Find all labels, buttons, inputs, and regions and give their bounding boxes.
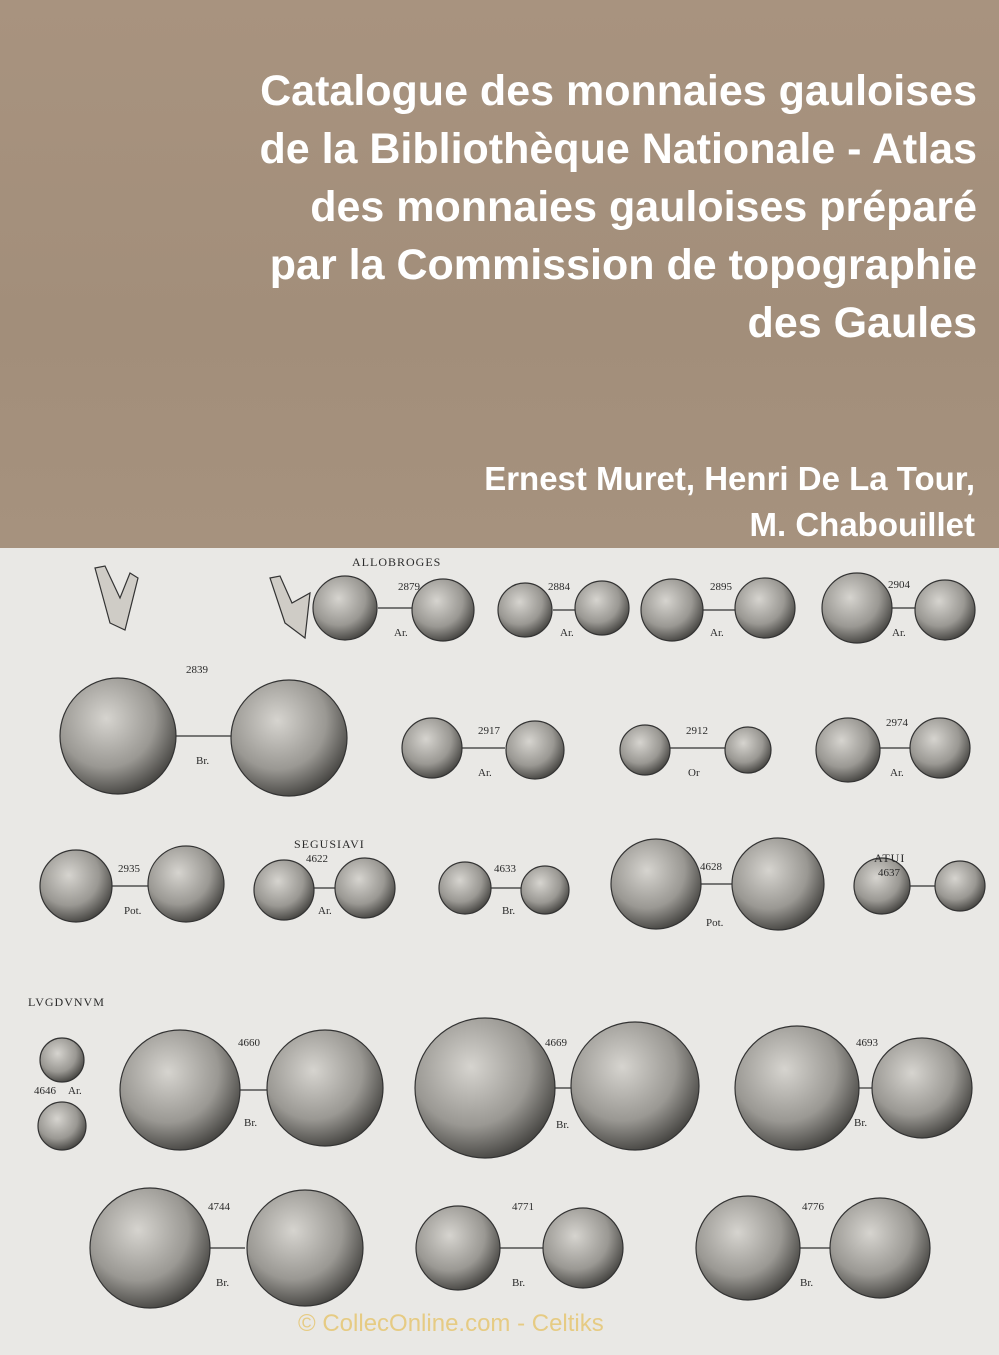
coin-number: 2904 <box>888 579 910 591</box>
coin-4633-obverse <box>439 862 491 914</box>
metal-label: Br. <box>854 1117 868 1129</box>
coin-number: 4776 <box>802 1201 824 1213</box>
coin-number: 4669 <box>545 1037 567 1049</box>
coin-2884-reverse <box>575 581 629 635</box>
coin-number: 4660 <box>238 1037 260 1049</box>
coin-4637-reverse <box>935 861 985 911</box>
book-authors <box>75 456 975 548</box>
metal-label: Ar. <box>892 627 906 639</box>
metal-label: Ar. <box>710 627 724 639</box>
group-name-segusiavi: SEGUSIAVI <box>294 837 365 851</box>
coin-4669-obverse <box>415 1018 555 1158</box>
coin-2917-reverse <box>506 721 564 779</box>
coin-2935-obverse <box>40 850 112 922</box>
coin-2879-reverse <box>412 579 474 641</box>
coin-plate-svg <box>0 548 999 1355</box>
metal-label: Pot. <box>124 905 142 917</box>
coin-number: 2895 <box>710 581 732 593</box>
coin-4693-reverse <box>872 1038 972 1138</box>
coin-number: 4622 <box>306 853 328 865</box>
coin-2912-reverse <box>725 727 771 773</box>
metal-label: Br. <box>196 755 210 767</box>
coin-4771-obverse <box>416 1206 500 1290</box>
coin-2935-reverse <box>148 846 224 922</box>
coin-loop-ornament <box>95 566 138 630</box>
metal-label: Ar. <box>560 627 574 639</box>
title-line-4: par la Commission de topographie <box>269 241 977 289</box>
metal-label: Br. <box>512 1277 526 1289</box>
coin-4646-reverse <box>38 1102 86 1150</box>
coin-2884-obverse <box>498 583 552 637</box>
coin-number: 4633 <box>494 863 516 875</box>
coin-4744-obverse <box>90 1188 210 1308</box>
coin-number: 4771 <box>512 1201 534 1213</box>
title-line-2: de la Bibliothèque Nationale - Atlas <box>259 125 977 173</box>
metal-label: Ar. <box>394 627 408 639</box>
coin-2839-reverse <box>231 680 347 796</box>
metal-label: Pot. <box>706 917 724 929</box>
metal-label: Br. <box>800 1277 814 1289</box>
coin-4628-reverse <box>732 838 824 930</box>
coin-2879-obverse <box>313 576 377 640</box>
coin-4628-obverse <box>611 839 701 929</box>
coin-number: 2884 <box>548 581 570 593</box>
coin-2904-reverse <box>915 580 975 640</box>
coin-number: 4646 <box>34 1085 56 1097</box>
metal-label: Br. <box>216 1277 230 1289</box>
title-line-5: des Gaules <box>747 299 977 347</box>
coin-number: 2974 <box>886 717 908 729</box>
metal-label: Br. <box>502 905 516 917</box>
coin-2917-obverse <box>402 718 462 778</box>
authors-line-1: Ernest Muret, Henri De La Tour, <box>484 460 975 497</box>
metal-label: Or <box>688 767 700 779</box>
coin-4622-reverse <box>335 858 395 918</box>
group-name-allobroges: ALLOBROGES <box>352 555 442 569</box>
coin-number: 2879 <box>398 581 420 593</box>
coin-number: 4628 <box>700 861 722 873</box>
coin-2974-obverse <box>816 718 880 782</box>
coin-number: 4744 <box>208 1201 230 1213</box>
coin-2895-reverse <box>735 578 795 638</box>
coin-4771-reverse <box>543 1208 623 1288</box>
coin-4633-reverse <box>521 866 569 914</box>
coin-number: 2912 <box>686 725 708 737</box>
coin-number: 2935 <box>118 863 140 875</box>
watermark-text: © CollecOnline.com - Celtiks <box>298 1310 604 1337</box>
metal-label: Ar. <box>890 767 904 779</box>
coin-4776-obverse <box>696 1196 800 1300</box>
coin-4646-obverse <box>40 1038 84 1082</box>
metal-label: Ar. <box>478 767 492 779</box>
coin-4669-reverse <box>571 1022 699 1150</box>
coin-4776-reverse <box>830 1198 930 1298</box>
coin-number: 4637 <box>878 867 900 879</box>
coin-plate-illustration <box>0 548 999 1355</box>
metal-label: Ar. <box>68 1085 82 1097</box>
group-name-lugdunum: LVGDVNVM <box>28 995 105 1009</box>
coin-4693-obverse <box>735 1026 859 1150</box>
coin-2904-obverse <box>822 573 892 643</box>
coin-loop-ornament <box>270 576 310 638</box>
book-title <box>77 62 977 352</box>
coin-2974-reverse <box>910 718 970 778</box>
coin-2895-obverse <box>641 579 703 641</box>
group-name-atui: ATUI <box>874 851 906 865</box>
metal-label: Ar. <box>318 905 332 917</box>
coin-2912-obverse <box>620 725 670 775</box>
metal-label: Br. <box>244 1117 258 1129</box>
coin-number: 4693 <box>856 1037 878 1049</box>
coin-2839-obverse <box>60 678 176 794</box>
coin-number: 2839 <box>186 664 208 676</box>
coin-4660-obverse <box>120 1030 240 1150</box>
coin-4660-reverse <box>267 1030 383 1146</box>
title-line-3: des monnaies gauloises préparé <box>310 183 977 231</box>
coin-number: 2917 <box>478 725 500 737</box>
coin-4744-reverse <box>247 1190 363 1306</box>
title-line-1: Catalogue des monnaies gauloises <box>260 67 977 115</box>
coin-4622-obverse <box>254 860 314 920</box>
authors-line-2: M. Chabouillet <box>749 506 975 543</box>
metal-label: Br. <box>556 1119 570 1131</box>
